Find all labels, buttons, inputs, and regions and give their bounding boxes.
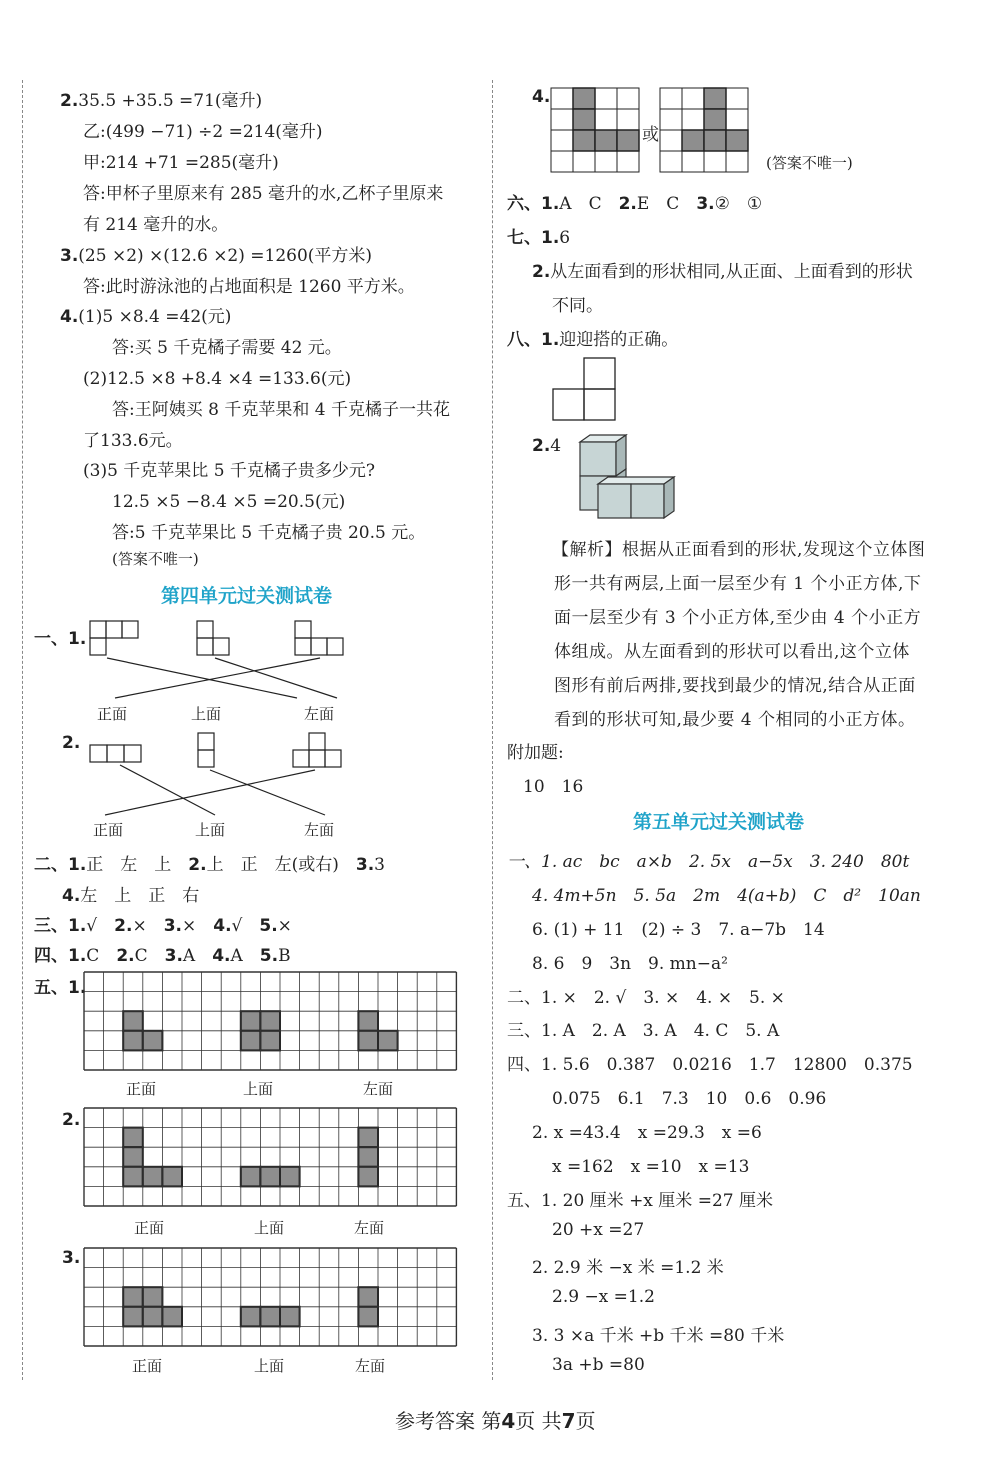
view-label: 上面	[243, 1080, 274, 1098]
analysis-line: 体组成。从左面看到的形状可以看出,这个立体	[554, 642, 910, 662]
answer-line: 八、1.迎迎搭的正确。	[507, 330, 679, 350]
answer-line: 答:5 千克苹果比 5 千克橘子贵 20.5 元。	[112, 523, 426, 543]
answer-line: 一、1. ac bc a×b 2. 5x a−5x 3. 240 80t	[507, 852, 910, 872]
answer-line: 五、1. 20 厘米 +x 厘米 =27 厘米	[507, 1191, 773, 1211]
grid-figure-1	[84, 972, 462, 1071]
question-number: 2.	[62, 1110, 81, 1130]
note-text: (答案不唯一)	[766, 154, 853, 172]
cubes-figure	[574, 434, 676, 520]
answer-line: 二、1. × 2. √ 3. × 4. × 5. ×	[507, 988, 785, 1008]
answer-line: 三、1. A 2. A 3. A 4. C 5. A	[507, 1021, 780, 1041]
arrangement-grid-b	[660, 86, 750, 173]
analysis-line: 【解析】根据从正面看到的形状,发现这个立体图	[552, 540, 926, 560]
front-view-figure	[552, 357, 616, 421]
answer-line: 四、1. 5.6 0.387 0.0216 1.7 12800 0.375	[507, 1055, 913, 1075]
analysis-line: 看到的形状可知,最少要 4 个相同的小正方体。	[554, 710, 916, 730]
answer-line: 答:买 5 千克橘子需要 42 元。	[112, 338, 342, 358]
view-label: 正面	[126, 1080, 157, 1098]
matching-figure-1	[85, 618, 355, 698]
view-label: 左面	[304, 705, 335, 723]
answer-line: 0.075 6.1 7.3 10 0.6 0.96	[552, 1089, 827, 1109]
view-label: 上面	[254, 1219, 285, 1237]
answer-line: (3)5 千克苹果比 5 千克橘子贵多少元?	[83, 461, 376, 481]
answer-line: 3a +b =80	[552, 1355, 645, 1375]
answer-line: 2. x =43.4 x =29.3 x =6	[532, 1123, 762, 1143]
answer-line: 答:甲杯子里原来有 285 毫升的水,乙杯子里原来	[83, 184, 444, 204]
answer-line: 不同。	[552, 296, 603, 316]
answer-line: 乙:(499 −71) ÷2 =214(毫升)	[83, 122, 323, 142]
grid-figure-2	[84, 1108, 462, 1207]
answer-line: 答:此时游泳池的占地面积是 1260 平方米。	[83, 277, 415, 297]
answer-line: 2. 2.9 米 −x 米 =1.2 米	[532, 1258, 724, 1278]
view-label: 上面	[254, 1357, 285, 1375]
unit4-title: 第四单元过关测试卷	[161, 585, 333, 607]
answer-line: 20 +x =27	[552, 1220, 645, 1240]
answer-line: 8. 6 9 3n 9. mn−a²	[532, 954, 728, 974]
matching-figure-2	[85, 730, 355, 815]
answer-line: 12.5 ×5 −8.4 ×5 =20.5(元)	[112, 492, 346, 512]
answer-line: 2.9 −x =1.2	[552, 1287, 655, 1307]
answer-line: 四、1.C 2.C 3.A 4.A 5.B	[34, 946, 291, 966]
answer-line: 6. (1) + 11 (2) ÷ 3 7. a−7b 14	[532, 920, 825, 940]
view-label: 正面	[134, 1219, 165, 1237]
answer-line: 2.35.5 +35.5 =71(毫升)	[60, 91, 263, 111]
view-label: 左面	[363, 1080, 394, 1098]
answer-line: x =162 x =10 x =13	[552, 1157, 750, 1177]
view-label: 上面	[195, 821, 226, 839]
answer-line: 4. 4m+5n 5. 5a 2m 4(a+b) C d² 10an	[532, 886, 921, 906]
unit5-title: 第五单元过关测试卷	[633, 811, 805, 833]
analysis-line: 形一共有两层,上面一层至少有 1 个小正方体,下	[554, 574, 922, 594]
answer-line: 3.(25 ×2) ×(12.6 ×2) =1260(平方米)	[60, 246, 373, 266]
extra-answer: 10 16	[523, 777, 584, 797]
answer-line: 2.4	[532, 436, 562, 456]
view-label: 左面	[354, 1219, 385, 1237]
question-number: 五、1.	[34, 978, 87, 998]
answer-line: 七、1.6	[507, 228, 571, 248]
question-number: 一、1.	[34, 629, 87, 649]
analysis-line: 面一层至少有 3 个小正方体,至少由 4 个小正方	[554, 608, 922, 628]
answer-line: 4.(1)5 ×8.4 =42(元)	[60, 307, 232, 327]
view-label: 正面	[93, 821, 124, 839]
page-footer: 参考答案 第4页 共7页	[395, 1409, 596, 1433]
analysis-line: 图形有前后两排,要找到最少的情况,结合从正面	[554, 676, 916, 696]
answer-line: 二、1.正 左 上 2.上 正 左(或右) 3.3	[34, 855, 385, 875]
question-number: 4.	[532, 87, 551, 107]
question-number: 3.	[62, 1248, 81, 1268]
view-label: 左面	[355, 1357, 386, 1375]
answer-line: 三、1.√ 2.× 3.× 4.√ 5.×	[34, 916, 292, 936]
question-number: 2.	[62, 733, 81, 753]
view-label: 上面	[191, 705, 222, 723]
view-label: 左面	[304, 821, 335, 839]
answer-line: 答:王阿姨买 8 千克苹果和 4 千克橘子一共花	[112, 400, 450, 420]
answer-line: 了133.6元。	[83, 431, 183, 451]
left-margin-line	[22, 80, 23, 1380]
view-label: 正面	[97, 705, 128, 723]
answer-line: (2)12.5 ×8 +8.4 ×4 =133.6(元)	[83, 369, 352, 389]
answer-line: 有 214 毫升的水。	[83, 215, 229, 235]
answer-line: 4.左 上 正 右	[62, 886, 200, 906]
answer-line: (答案不唯一)	[112, 550, 199, 568]
answer-line: 六、1.A C 2.E C 3.② ①	[507, 194, 763, 214]
grid-figure-3	[84, 1248, 462, 1347]
arrangement-grid-a	[551, 86, 641, 173]
answer-line: 2.从左面看到的形状相同,从正面、上面看到的形状	[532, 262, 913, 282]
view-label: 正面	[132, 1357, 163, 1375]
column-divider	[492, 80, 493, 1380]
answer-line: 3. 3 ×a 千米 +b 千米 =80 千米	[532, 1326, 785, 1346]
extra-title: 附加题:	[507, 743, 564, 763]
or-text: 或	[642, 125, 659, 145]
answer-line: 甲:214 +71 =285(毫升)	[83, 153, 279, 173]
